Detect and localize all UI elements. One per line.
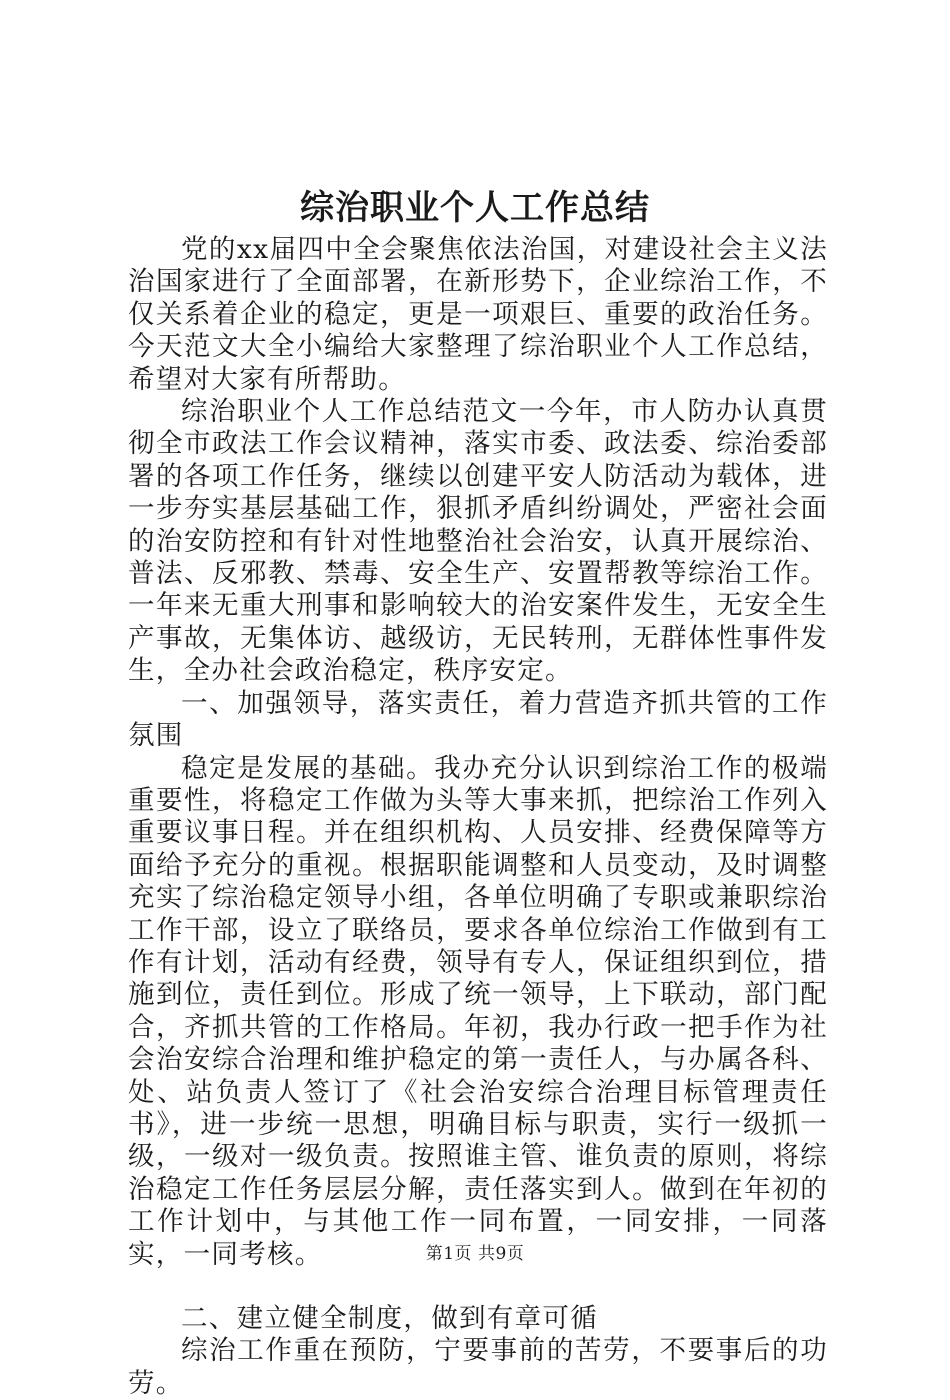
paragraph-sample-one: 综治职业个人工作总结范文一今年，市人防办认真贯彻全市政法工作会议精神，落实市委、政法委、综治委部署的各项工作任务，继续以创建平安人防活动为载体，进一步夯实基层基础工作，狠抓矛盾纠纷调处，严密社会面的治安防控和有针对性地整治社会治安，认真开展综治、普法、反邪教、禁毒、安全生产、安置帮教等综治工作。一年来无重大刑事和影响较大的治安案件发生，无安全生产事故，无集体访、越级访，无民转刑，无群体性事件发生，全办社会政治稳定，秩序安定。 <box>128 396 828 687</box>
paragraph-intro: 党的xx届四中全会聚焦依法治国，对建设社会主义法治国家进行了全面部署，在新形势下，企业综治工作，不仅关系着企业的稳定，更是一项艰巨、重要的政治任务。今天范文大全小编给大家整理了综治职业个人工作总结，希望对大家有所帮助。 <box>128 234 828 395</box>
section-heading-two: 二、建立健全制度，做到有章可循 <box>181 1303 598 1334</box>
section-heading-one: 一、加强领导，落实责任，着力营造齐抓共管的工作氛围 <box>128 687 828 752</box>
paragraph-section-two: 综治工作重在预防，宁要事前的苦劳，不要事后的功劳。 <box>128 1335 828 1399</box>
paragraph-section-one: 稳定是发展的基础。我办充分认识到综治工作的极端重要性，将稳定工作做为头等大事来抓，把综治工作列入重要议事日程。并在组织机构、人员安排、经费保障等方面给予充分的重视。根据职能调整和人员变动，及时调整充实了综治稳定领导小组，各单位明确了专职或兼职综治工作干部，设立了联络员，要求各单位综治工作做到有工作有计划，活动有经费，领导有专人，保证组织到位，措施到位，责任到位。形成了统一领导，上下联动，部门配合，齐抓共管的工作格局。年初，我办行政一把手作为社会治安综合治理和维护稳定的第一责任人，与办属各科、处、站负责人签订了《社会治安综合治理目标管理责任书》，进一步统一思想，明确目标与职责，实行一级抓一级，一级对一级负责。按照谁主管、谁负责的原则，将综治稳定工作任务层层分解，责任落实到人。做到在年初的工作计划中，与其他工作一同布置，一同安排，一同落实，一同考核。 <box>128 752 828 1270</box>
page-number-footer: 第1页 共9页 <box>425 1244 525 1264</box>
document-title: 综治职业个人工作总结 <box>300 188 650 228</box>
document-body <box>128 234 828 1400</box>
